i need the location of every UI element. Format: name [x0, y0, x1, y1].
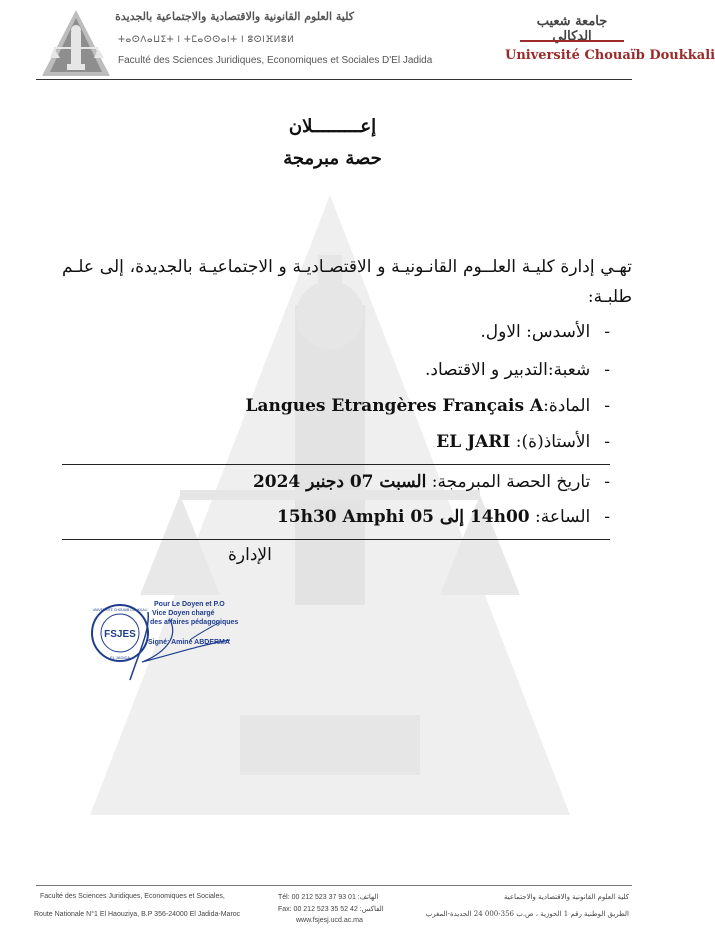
signature-name: Signé: Amine ABDERMA — [148, 639, 230, 646]
detail-semester: -الأسدس: الاول. — [480, 322, 610, 342]
handwritten-signature — [110, 600, 250, 685]
detail-label: المادة: — [543, 396, 591, 416]
detail-time: -الساعة: 14h00 إلى 15h30 Amphi 05 — [276, 507, 610, 527]
detail-label: تاريخ الحصة المبرمجة: — [431, 472, 591, 492]
announcement-intro: تهـي إدارة كليـة العلــوم القانـونيـة و الاقتصـاديـة و الاجتماعيـة بالجديدة، إلى علـم طلبـة: — [62, 257, 632, 307]
footer-faculty-arabic: كلية العلوم القانونية والاقتصادية والاجتماعية — [503, 893, 629, 901]
detail-value: التدبير و الاقتصاد. — [425, 360, 548, 380]
detail-label: شعبة: — [547, 360, 591, 380]
stamp-city-text: EL JADIDA — [109, 655, 131, 660]
detail-date: -تاريخ الحصة المبرمجة: السبت 07 دجنبر 2024 — [252, 472, 610, 492]
detail-value: 14h00 إلى 15h30 Amphi 05 — [276, 507, 530, 527]
detail-label: الأستاذ(ة): — [515, 432, 591, 452]
signature-line: des affaires pédagogiques — [150, 619, 239, 626]
detail-value: الاول. — [480, 322, 521, 342]
detail-professor: -الأستاذ(ة): EL JARI — [436, 432, 610, 452]
announcement-subtitle: حصة مبرمجة — [283, 148, 382, 169]
footer-address-arabic: الطريق الوطنية رقم 1 الحوزية ، ص.ب 356-000 24 الجديدة-المغرب — [425, 910, 629, 918]
footer-fax: Fax: 00 212 523 35 52 42 :الفاكس — [278, 906, 384, 913]
footer-rule — [36, 885, 632, 886]
signature-line: Pour Le Doyen et P.O — [154, 601, 225, 608]
faculty-name-french: Faculté des Sciences Juridiques, Economiques et Sociales D'El Jadida — [118, 55, 433, 66]
faculty-logo — [40, 8, 112, 78]
administration-signoff: الإدارة — [228, 545, 272, 565]
detail-label: الساعة: — [535, 507, 591, 527]
detail-value: Langues Etrangères Français A — [245, 396, 544, 416]
rule-top — [62, 464, 610, 465]
detail-value: السبت 07 دجنبر 2024 — [252, 472, 427, 492]
header-rule — [36, 79, 632, 80]
university-name-arabic: جامعة شعيب الدكالي — [536, 14, 608, 44]
signature-line: Vice Doyen chargé — [152, 610, 215, 617]
detail-value: EL JARI — [436, 432, 511, 452]
faculty-name-tifinagh: ⵜⴰⵙⴷⴰⵡⵉⵜ ⵏ ⵜⵎⴰⵙⵙⴰⵏⵜ ⵏ ⵓⵙⵏⴼⵍⵓⵍ — [118, 35, 295, 45]
detail-label: الأسدس: — [526, 322, 591, 342]
footer-address-french: Route Nationale N°1 El Haouziya, B.P 356-24000 El Jadida-Maroc — [34, 911, 241, 918]
footer-website[interactable]: www.fsjesj.ucd.ac.ma — [296, 917, 363, 924]
stamp-ring-text: UNIVERSITE CHOUAIB DOUKKALI — [92, 608, 148, 612]
announcement-title: إعـــــــــلان — [288, 116, 377, 137]
rule-bottom — [62, 539, 610, 540]
detail-subject: -المادة:Langues Etrangères Français A — [245, 396, 610, 416]
faculty-name-arabic: كلية العلوم القانونية والاقتصادية والاجتماعية بالجديدة — [115, 10, 354, 23]
university-name-french: Université Chouaïb Doukkali — [505, 48, 715, 63]
university-divider — [520, 40, 624, 42]
footer-faculty-french: Faculté des Sciences Juridiques, Economiques et Sociales, — [40, 893, 225, 900]
stamp-seal-text: FSJES — [104, 629, 136, 640]
detail-branch: -شعبة:التدبير و الاقتصاد. — [425, 360, 610, 380]
footer-phone: Tél: 00 212 523 37 93 01 :الهاتف — [278, 894, 379, 901]
